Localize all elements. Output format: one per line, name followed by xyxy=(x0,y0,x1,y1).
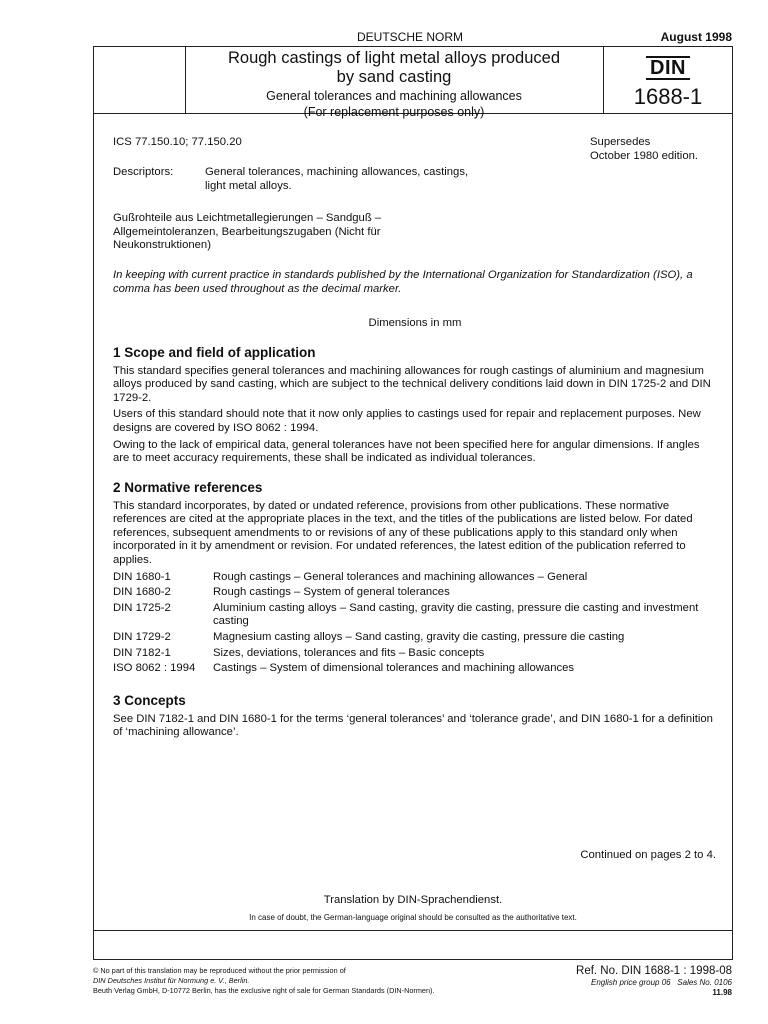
title-line-2: by sand casting xyxy=(336,68,452,86)
copyright-line-1: © No part of this translation may be reproduced without the prior permission of xyxy=(93,966,346,975)
descriptors-line-1: General tolerances, machining allowances, castings, xyxy=(205,166,469,178)
section-1-paragraph-2: Users of this standard should note that it now only applies to castings used for repair and replacement purposes. New designs are covered by ISO 8062 : 1994. xyxy=(113,408,701,434)
reference-title: Sizes, deviations, tolerances and fits – Basic concepts xyxy=(213,646,485,659)
sales-number: Sales No. 0106 xyxy=(677,978,732,987)
section-3-paragraph-1: See DIN 7182-1 and DIN 1680-1 for the terms ‘general tolerances’ and ‘tolerance grade’, and DIN 1680-1 for a definition of ‘machining allowance’. xyxy=(113,712,713,739)
reference-item xyxy=(113,647,717,661)
norm-label: DEUTSCHE NORM xyxy=(356,30,463,44)
reference-item xyxy=(113,662,717,676)
footer-top-rule xyxy=(93,930,733,931)
section-1 xyxy=(113,346,717,466)
reference-item xyxy=(113,586,717,600)
descriptors xyxy=(113,166,717,193)
german-title-line-2: Allgemeintoleranzen, Bearbeitungszugaben (Nicht für xyxy=(113,225,381,238)
descriptors-label: Descriptors: xyxy=(113,166,174,178)
section-2-heading: 2 Normative references xyxy=(113,480,263,495)
ref-number: Ref. No. DIN 1688-1 : 1998-08 xyxy=(576,965,732,977)
supersedes-block xyxy=(590,136,698,163)
reference-item xyxy=(113,631,717,645)
din-logo-box xyxy=(603,48,733,110)
section-2-paragraph-1: This standard incorporates, by dated or undated reference, provisions from other publications. These normative references are cited at the appropriate places in the text, and the titles of the publications are listed below. For dated references, subsequent amendments to or revisions of any of these publications apply to this standard only when incorporated in it by amendment or revision. For undated references, the latest edition of the publication referred to applies. xyxy=(113,499,693,566)
reference-code: ISO 8062 : 1994 xyxy=(113,662,196,675)
dimensions-note: Dimensions in mm xyxy=(368,317,462,329)
reference-item xyxy=(113,602,717,629)
section-1-heading: 1 Scope and field of application xyxy=(113,345,316,360)
reference-title: Magnesium casting alloys – Sand casting, gravity die casting, pressure die casting xyxy=(213,630,625,643)
section-1-paragraph-1: This standard specifies general tolerances and machining allowances for rough castings of aluminium and magnesium alloys produced by sand casting, which are subject to the technical delivery conditions laid down in DIN 1725-2 and DIN 1729-2. xyxy=(113,364,711,404)
section-2 xyxy=(113,481,717,678)
price-sales-line xyxy=(576,978,732,988)
supersedes-line-2: October 1980 edition. xyxy=(590,149,699,162)
descriptors-line-2: light metal alloys. xyxy=(205,179,292,192)
edition-code: 11.98 xyxy=(712,988,732,997)
reference-title: Rough castings – System of general tolerances xyxy=(213,586,450,599)
section-1-paragraph-3: Owing to the lack of empirical data, general tolerances have not been specified here for angular dimensions. If angles are to meet accuracy requirements, these shall be indicated as individual tolerances. xyxy=(113,438,700,465)
reference-code: DIN 1680-1 xyxy=(113,570,171,583)
german-title xyxy=(113,212,717,253)
continued-note: Continued on pages 2 to 4. xyxy=(580,849,716,861)
subtitle-line-2: (For replacement purposes only) xyxy=(303,105,485,119)
subtitle-line-1: General tolerances and machining allowances xyxy=(266,89,522,103)
copyright-notice xyxy=(93,966,533,996)
reference-code: DIN 1725-2 xyxy=(113,601,171,614)
doubt-note: In case of doubt, the German-language original should be consulted as the authoritative text. xyxy=(249,913,577,922)
din-number: 1688-1 xyxy=(633,84,703,109)
iso-decimal-note: In keeping with current practice in standards published by the International Organization for Standardization (ISO), a comma has been used throughout as the decimal marker. xyxy=(113,269,693,295)
section-3 xyxy=(113,694,717,740)
german-title-line-1: Gußrohteile aus Leichtmetallegierungen – Sandguß – xyxy=(113,212,382,224)
din-logo: DIN xyxy=(646,56,690,80)
copyright-line-3: Beuth Verlag GmbH, D-10772 Berlin, has the exclusive right of sale for German Standards (DIN-Normen). xyxy=(93,986,435,995)
publication-date: August 1998 xyxy=(660,30,732,44)
price-group: English price group 06 xyxy=(591,978,671,987)
title-line-1: Rough castings of light metal alloys produced xyxy=(227,49,561,67)
reference-code: DIN 1680-2 xyxy=(113,586,171,599)
section-3-heading: 3 Concepts xyxy=(113,693,186,708)
reference-number-block xyxy=(576,964,732,998)
reference-item xyxy=(113,571,717,585)
copyright-line-2: DIN Deutsches Institut für Normung e. V., Berlin. xyxy=(93,976,250,985)
supersedes-line-1: Supersedes xyxy=(590,136,651,148)
german-title-line-3: Neukonstruktionen) xyxy=(113,239,211,252)
reference-list xyxy=(113,571,717,676)
reference-title: Castings – System of dimensional tolerances and machining allowances xyxy=(213,662,575,675)
reference-title: Aluminium casting alloys – Sand casting, gravity die casting, pressure die casting and investment casting xyxy=(213,601,699,628)
document-title xyxy=(185,49,603,119)
reference-title: Rough castings – General tolerances and machining allowances – General xyxy=(213,570,588,583)
translation-note: Translation by DIN-Sprachendienst. xyxy=(323,894,503,906)
reference-code: DIN 7182-1 xyxy=(113,646,171,659)
ics-line: ICS 77.150.10; 77.150.20 xyxy=(113,136,242,148)
reference-code: DIN 1729-2 xyxy=(113,630,171,643)
